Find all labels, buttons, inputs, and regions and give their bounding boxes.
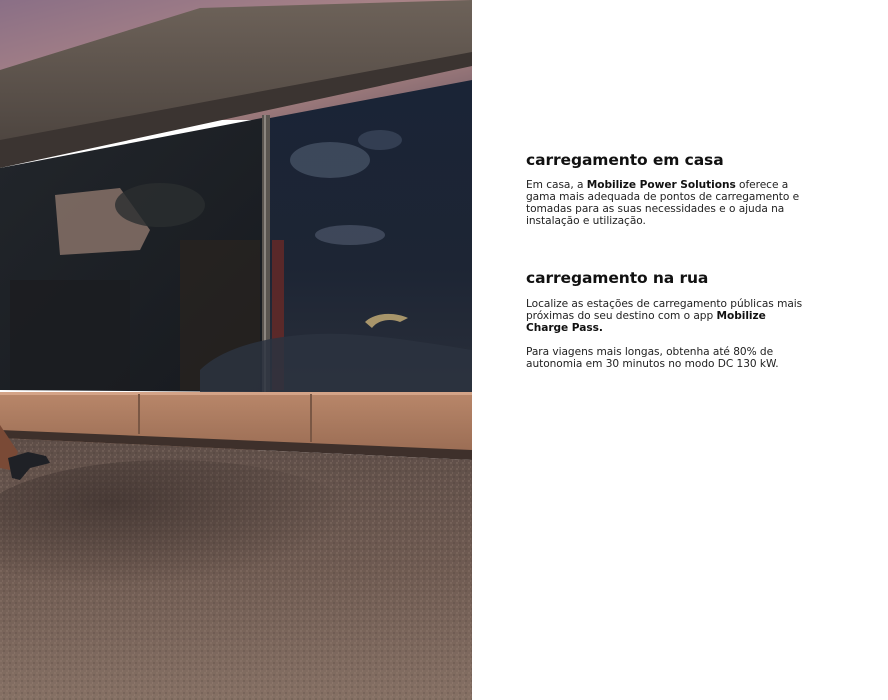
home-charging-title: carregamento em casa bbox=[526, 151, 724, 169]
mobilize-charge-pass-brand: Mobilize Charge Pass. bbox=[526, 310, 766, 334]
mobilize-power-solutions-brand: Mobilize Power Solutions bbox=[586, 179, 736, 191]
home-charging-text bbox=[526, 179, 806, 227]
street-charging-text-start: Localize as estações de carregamento públicas mais próximas do seu destino com o app bbox=[526, 298, 803, 322]
home-charging-text-end: oferece a gama mais adequada de pontos de carregamento e tomadas para as suas necessidades e o ajuda na instalação e utilização. bbox=[526, 179, 800, 227]
street-charging-title: carregamento na rua bbox=[526, 269, 709, 287]
home-charging-section bbox=[526, 150, 806, 227]
home-charging-text-start: Em casa, a bbox=[526, 179, 587, 191]
text-column bbox=[526, 150, 806, 370]
street-charging-section bbox=[526, 268, 806, 370]
street-charging-paragraph-2: Para viagens mais longas, obtenha até 80% de autonomia em 30 minutos no modo DC 130 kW. bbox=[526, 346, 779, 370]
street-charging-paragraph-1 bbox=[526, 298, 806, 334]
